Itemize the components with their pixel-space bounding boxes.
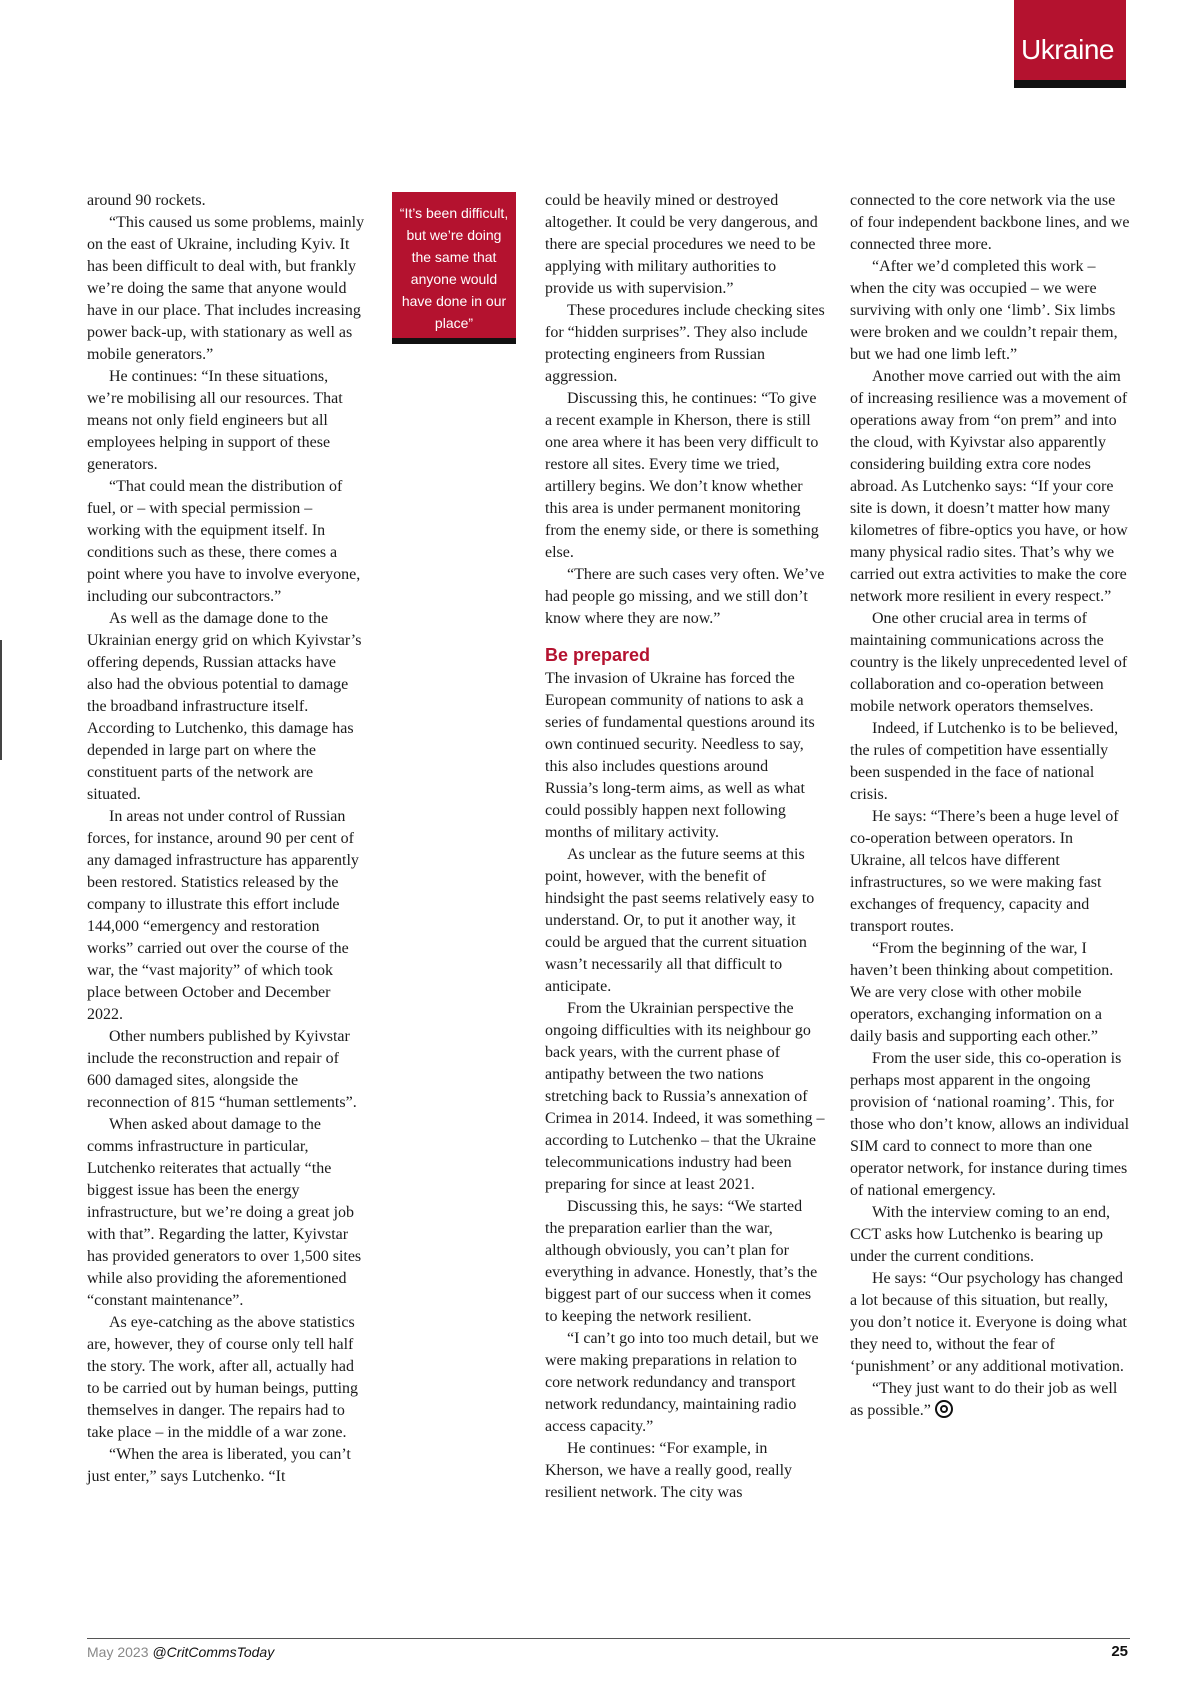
paragraph: As eye-catching as the above statistics are, however, they of course only tell half the story. The work, after all, actually had to be carried out by human beings, putting themselves in danger. The repairs had to take place – in the middle of a war zone.: [87, 1314, 359, 1441]
paragraph: “When the area is liberated, you can’t just enter,” says Lutchenko. “It: [87, 1446, 351, 1485]
subheading: Be prepared: [545, 645, 651, 665]
paragraph: Indeed, if Lutchenko is to be believed, the rules of competition have essentially been suspended in the face of national crisis.: [850, 720, 1119, 803]
paragraph: Another move carried out with the aim of increasing resilience was a movement of operations away from “on prem” and into the cloud, with Kyivstar also apparently considering building extra core nodes abroad. As Lutchenko says: “If your core site is down, it doesn’t matter how many kilometres of fibre-optics you have, or how many physical radio sites. That’s why we carried out extra activities to make the core network more resilient in every respect.”: [850, 368, 1128, 605]
paragraph: He says: “There’s been a huge level of co-operation between operators. In Ukraine, all telcos have different infrastructures, so we were making fast exchanges of frequency, capacity and transport routes.: [850, 808, 1119, 935]
paragraph: The invasion of Ukraine has forced the European community of nations to ask a series of fundamental questions around its own continued security. Needless to say, this also includes questions around Russia’s long-term aims, as well as what could possibly happen next following months of military activity.: [545, 670, 815, 841]
paragraph: “I can’t go into too much detail, but we were making preparations in relation to core network redundancy and transport network redundancy, maintaining radio access capacity.”: [545, 1330, 819, 1435]
paragraph: From the user side, this co-operation is perhaps most apparent in the ongoing provision of ‘national roaming’. This, for those who don’t know, allows an individual SIM card to connect to more than one operator network, for instance during times of national emergency.: [850, 1050, 1130, 1199]
footer-issue: [87, 1644, 274, 1660]
section-label: Ukraine: [1021, 34, 1114, 65]
footer-date: May 2023: [87, 1644, 149, 1660]
paragraph: Discussing this, he continues: “To give a recent example in Kherson, there is still one area where it has been very difficult to restore all sites. Every time we tried, artillery begins. We don’t know whether this area is under permanent monitoring from the enemy side, or there is something else.: [545, 390, 819, 561]
paragraph: With the interview coming to an end, CCT asks how Lutchenko is bearing up under the current conditions.: [850, 1204, 1110, 1265]
paragraph: “That could mean the distribution of fuel, or – with special permission – working with the equipment itself. In conditions such as these, there comes a point where you have to involve everyone, including our subcontractors.”: [87, 478, 361, 605]
paragraph: He says: “Our psychology has changed a lot because of this situation, but really, you don’t notice it. Everyone is doing what they need to, without the fear of ‘punishment’ or any additional motivation.: [850, 1270, 1127, 1375]
section-tab: [1014, 0, 1126, 88]
article-column-1: [87, 190, 365, 1488]
paragraph: Discussing this, he says: “We started the preparation earlier than the war, although obviously, you can’t plan for everything in advance. Honestly, that’s the biggest part of our success when it comes to keeping the network resilient.: [545, 1198, 818, 1325]
article-column-3: [850, 190, 1130, 1422]
paragraph: could be heavily mined or destroyed altogether. It could be very dangerous, and there are special procedures we need to be applying with military authorities to provide us with supervision.”: [545, 192, 818, 297]
paragraph-final: [850, 1378, 1130, 1422]
footer-handle: @CritCommsToday: [152, 1644, 275, 1660]
footer-rule: [87, 1638, 1130, 1639]
paragraph: “There are such cases very often. We’ve had people go missing, and we still don’t know where they are now.”: [545, 566, 825, 627]
pull-quote: [392, 192, 516, 344]
pull-quote-text: “It’s been difficult, but we’re doing the same that anyone would have done in our place”: [399, 205, 509, 331]
paragraph: around 90 rockets.: [87, 192, 206, 209]
article-column-2: [545, 190, 825, 1504]
paragraph: As well as the damage done to the Ukrainian energy grid on which Kyivstar’s offering depends, Russian attacks have also had the obvious potential to damage the broadband infrastructure itself. According to Lutchenko, this damage has depended in large part on where the constituent parts of the network are situated.: [87, 610, 362, 803]
paragraph: One other crucial area in terms of maintaining communications across the country is the likely unprecedented level of collaboration and co-operation between mobile network operators themselves.: [850, 610, 1128, 715]
paragraph: As unclear as the future seems at this point, however, with the benefit of hindsight the past seems relatively easy to understand. Or, to put it another way, it could be argued that the current situation wasn’t necessarily all that difficult to anticipate.: [545, 846, 815, 995]
page-number: 25: [1111, 1643, 1128, 1660]
paragraph-text: “They just want to do their job as well as possible.”: [850, 1380, 1118, 1419]
paragraph: He continues: “For example, in Kherson, we have a really good, really resilient network. The city was: [545, 1440, 793, 1501]
paragraph: connected to the core network via the use of four independent backbone lines, and we connected three more.: [850, 192, 1130, 253]
page-edge-mark: [0, 640, 2, 760]
paragraph: These procedures include checking sites for “hidden surprises”. They also include protecting engineers from Russian aggression.: [545, 302, 825, 385]
paragraph: From the Ukrainian perspective the ongoing difficulties with its neighbour go back years, with the current phase of antipathy between the two nations stretching back to Russia’s annexation of Crimea in 2014. Indeed, it was something – according to Lutchenko – that the Ukraine telecommunications industry had been preparing for since at least 2021.: [545, 1000, 825, 1193]
end-of-article-icon: [935, 1400, 953, 1418]
paragraph: “After we’d completed this work – when the city was occupied – we were surviving with only one ‘limb’. Six limbs were broken and we couldn’t repair them, but we had one limb left.”: [850, 258, 1118, 363]
paragraph: When asked about damage to the comms infrastructure in particular, Lutchenko reiterates that actually “the biggest issue has been the energy infrastructure, but we’re doing a great job with that”. Regarding the latter, Kyivstar has provided generators to over 1,500 sites while also providing the aforementioned “constant maintenance”.: [87, 1116, 362, 1309]
paragraph: “This caused us some problems, mainly on the east of Ukraine, including Kyiv. It has been difficult to deal with, but frankly we’re doing the same that anyone would have in our place. That includes increasing power back-up, with stationary as well as mobile generators.”: [87, 214, 365, 363]
paragraph: He continues: “In these situations, we’re mobilising all our resources. That means not only field engineers but all employees helping in support of these generators.: [87, 368, 343, 473]
paragraph: Other numbers published by Kyivstar include the reconstruction and repair of 600 damaged sites, alongside the reconnection of 815 “human settlements”.: [87, 1028, 357, 1111]
paragraph: “From the beginning of the war, I haven’t been thinking about competition. We are very close with other mobile operators, exchanging information on a daily basis and supporting each other.”: [850, 940, 1114, 1045]
paragraph: In areas not under control of Russian forces, for instance, around 90 per cent of any damaged infrastructure has apparently been restored. Statistics released by the company to illustrate this effort include 144,000 “emergency and restoration works” carried out over the course of the war, the “vast majority” of which took place between October and December 2022.: [87, 808, 359, 1023]
